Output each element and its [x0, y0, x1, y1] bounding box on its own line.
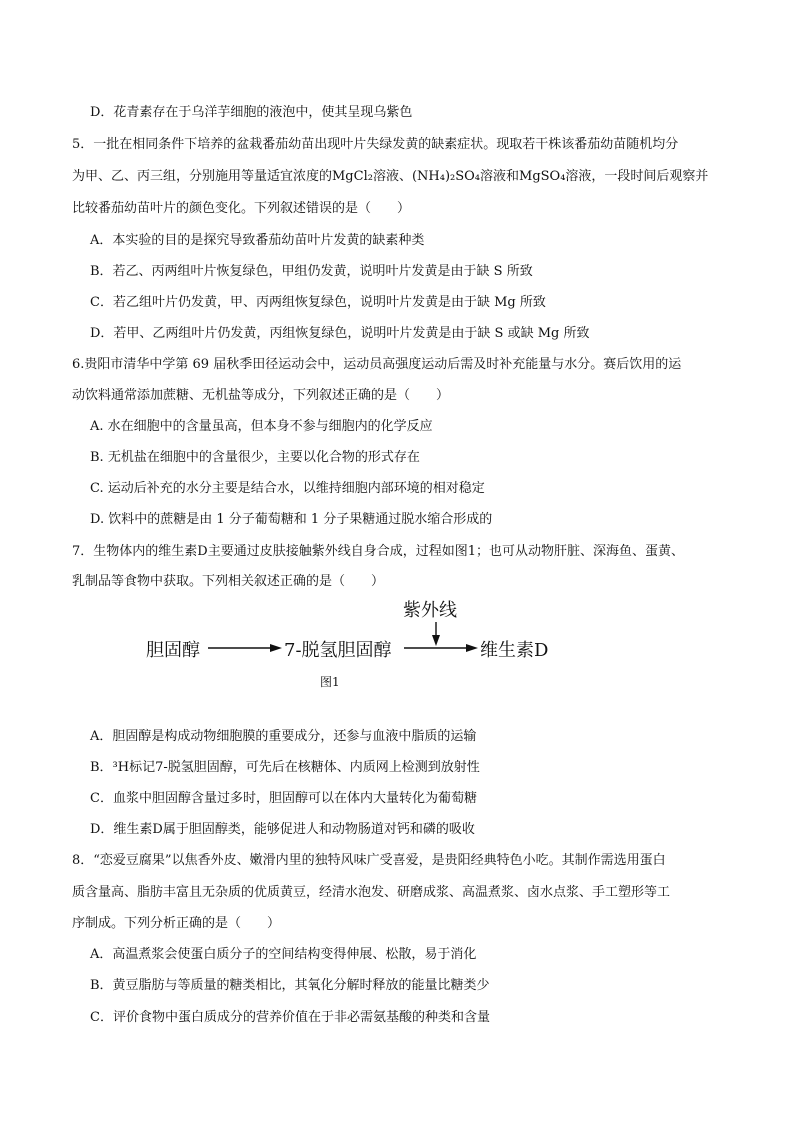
q7-option-c: C．血浆中胆固醇含量过多时，胆固醇可以在体内大量转化为葡萄糖 — [90, 791, 477, 806]
node-cholesterol: 胆固醇 — [146, 640, 200, 661]
figure-1 — [0, 590, 794, 690]
q5-option-b: B．若乙、丙两组叶片恢复绿色，甲组仍发黄，说明叶片发黄是由于缺 S 所致 — [90, 264, 533, 279]
q8-stem-line1: 8．“恋爱豆腐果”以焦香外皮、嫩滑内里的独特风味广受喜爱，是贵阳经典特色小吃。其制作需选用蛋白 — [72, 853, 666, 868]
pathway-arrows — [0, 590, 794, 690]
q7-option-b: B．³H标记7-脱氢胆固醇，可先后在核糖体、内质网上检测到放射性 — [90, 760, 480, 775]
node-vitamin-d: 维生素D — [480, 640, 549, 661]
q8-option-c: C．评价食物中蛋白质成分的营养价值在于非必需氨基酸的种类和含量 — [90, 1010, 490, 1025]
q4-option-d: D．花青素存在于乌洋芋细胞的液泡中，使其呈现乌紫色 — [90, 105, 413, 120]
q5-option-a: A．本实验的目的是探究导致番茄幼苗叶片发黄的缺素种类 — [90, 233, 425, 248]
q6-option-d: D. 饮料中的蔗糖是由 1 分子葡萄糖和 1 分子果糖通过脱水缩合形成的 — [90, 512, 493, 527]
q8-option-b: B．黄豆脂肪与等质量的糖类相比，其氧化分解时释放的能量比糖类少 — [90, 978, 490, 993]
figure-caption: 图1 — [320, 675, 340, 689]
q8-stem-line2: 质含量高、脂肪丰富且无杂质的优质黄豆，经清水泡发、研磨成浆、高温煮浆、卤水点浆、手工塑形等工 — [72, 885, 671, 900]
uv-label: 紫外线 — [403, 600, 457, 621]
q6-option-a: A. 水在细胞中的含量虽高，但本身不参与细胞内的化学反应 — [90, 419, 433, 434]
q8-option-a: A．高温煮浆会使蛋白质分子的空间结构变得伸展、松散，易于消化 — [90, 947, 477, 962]
q8-stem-line3: 序制成。下列分析正确的是（ ） — [72, 916, 281, 931]
q7-stem-line2: 乳制品等食物中获取。下列相关叙述正确的是（ ） — [72, 574, 385, 589]
q5-option-d: D．若甲、乙两组叶片仍发黄，丙组恢复绿色，说明叶片发黄是由于缺 S 或缺 Mg 所致 — [90, 326, 590, 341]
q5-stem-line1: 5．一批在相同条件下培养的盆栽番茄幼苗出现叶片失绿发黄的缺素症状。现取若干株该番茄幼苗随机均分 — [72, 137, 679, 152]
node-7-dehydrocholesterol: 7-脱氢胆固醇 — [284, 640, 392, 661]
q6-stem-line2: 动饮料通常添加蔗糖、无机盐等成分，下列叙述正确的是（ ） — [72, 388, 450, 403]
q5-stem-line2: 为甲、乙、丙三组，分别施用等量适宜浓度的MgCl₂溶液、(NH₄)₂SO₄溶液和MgSO₄溶液，一段时间后观察并 — [72, 169, 709, 184]
q7-option-d: D．维生素D属于胆固醇类，能够促进人和动物肠道对钙和磷的吸收 — [90, 822, 475, 837]
q5-option-c: C．若乙组叶片仍发黄，甲、丙两组恢复绿色，说明叶片发黄是由于缺 Mg 所致 — [90, 295, 546, 310]
q7-option-a: A．胆固醇是构成动物细胞膜的重要成分，还参与血液中脂质的运输 — [90, 729, 477, 744]
q6-option-b: B. 无机盐在细胞中的含量很少，主要以化合物的形式存在 — [90, 450, 420, 465]
q6-option-c: C. 运动后补充的水分主要是结合水，以维持细胞内部环境的相对稳定 — [90, 481, 485, 496]
q7-stem-line1: 7．生物体内的维生素D主要通过皮肤接触紫外线自身合成，过程如图1；也可从动物肝脏、深海鱼、蛋黄、 — [72, 544, 684, 559]
q5-stem-line3: 比较番茄幼苗叶片的颜色变化。下列叙述错误的是（ ） — [72, 201, 411, 216]
q6-stem-line1: 6.贵阳市清华中学第 69 届秋季田径运动会中，运动员高强度运动后需及时补充能量与水分。赛后饮用的运 — [72, 357, 682, 372]
